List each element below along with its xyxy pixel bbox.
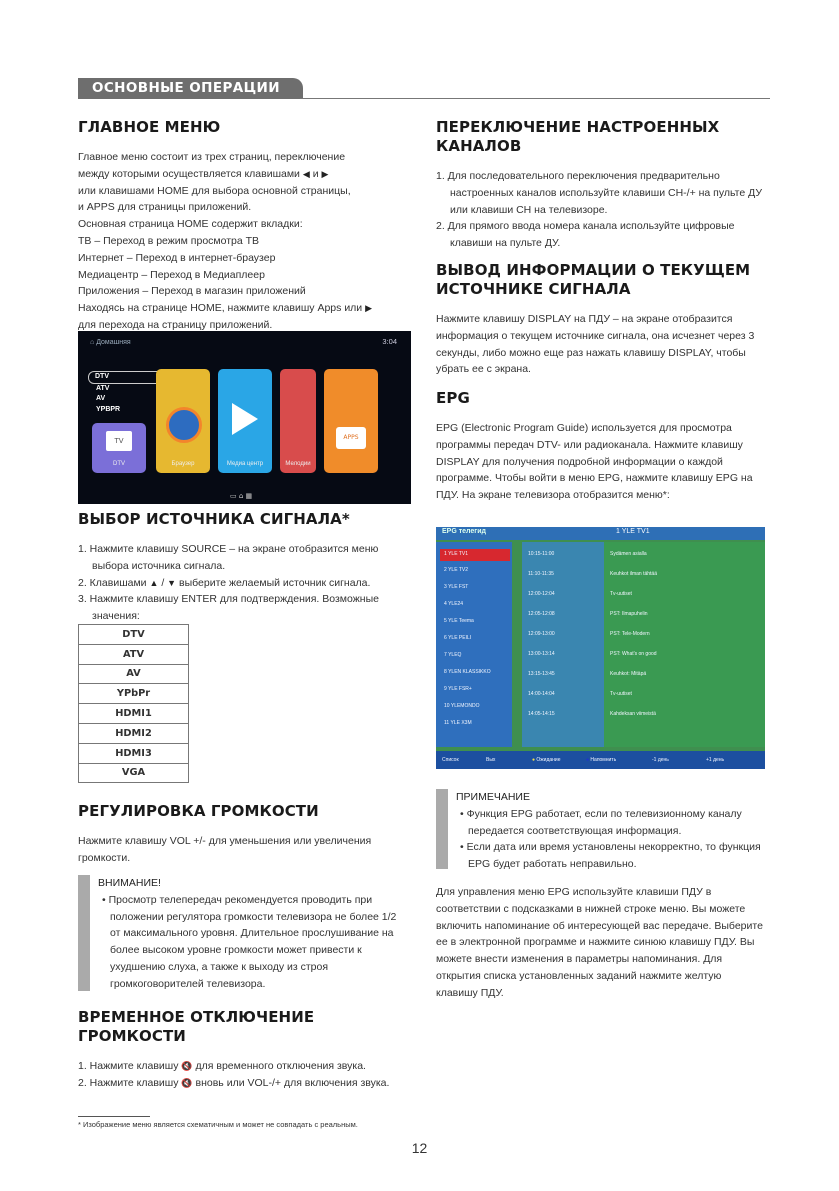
tv-tile-music: Мелодии <box>280 369 316 473</box>
table-cell: ATV <box>79 644 189 664</box>
epg-screen-title: EPG телегид <box>442 528 486 535</box>
arrow-up-icon: ▲ <box>149 577 159 588</box>
tv-source-item: YPBPR <box>96 405 121 413</box>
epg-program: Keuhkot ilman tähtää <box>610 571 657 577</box>
tv-source-item: AV <box>96 395 106 402</box>
main-menu-section <box>78 118 408 334</box>
source-select-heading: ВЫБОР ИСТОЧНИКА СИГНАЛА* <box>78 510 350 528</box>
table-row <box>79 684 189 704</box>
arrow-left-icon: ◀ <box>302 168 310 179</box>
footnote: * Изображение меню является схематичным и может не совпадать с реальным. <box>78 1120 358 1129</box>
note-item: • Если дата или время установлены некорректно, то функция EPG будет работать неправильно. <box>460 841 761 871</box>
epg-channel: 2 YLE TV2 <box>444 567 468 573</box>
table-row <box>79 664 189 684</box>
tv-home-header: ⌂ Домашняя <box>90 339 131 346</box>
volume-section <box>78 802 408 867</box>
tv-tile-media: Медиа центр <box>218 369 272 473</box>
epg-topbar <box>436 527 765 540</box>
epg-program: PST: Tele-Modern <box>610 631 650 637</box>
info-text: Нажмите клавишу DISPLAY на ПДУ – на экране отобразится информация о текущем источнике сигнала, она исчезнет через 3 секунды, либо можно еще раз нажать клавишу DISPLAY, чтобы убрать ее с экрана. <box>436 313 755 376</box>
tv-source-item: DTV <box>88 371 166 384</box>
epg-program: Tv-uutiset <box>610 691 632 697</box>
epg-channel: 1 YLE TV1 <box>444 551 468 557</box>
arrow-down-icon: ▼ <box>167 577 177 588</box>
epg-hint: Вых <box>486 757 496 763</box>
tv-clock: 3:04 <box>382 337 397 346</box>
note-bar <box>436 789 448 869</box>
epg-heading: EPG <box>436 389 470 407</box>
warning-box <box>78 875 408 991</box>
epg-program: PST: Ilmapuhelin <box>610 611 648 617</box>
epg-channel-title: 1 YLE TV1 <box>616 528 650 535</box>
epg-time: 14:05-14:15 <box>528 711 555 717</box>
paragraph-line: между которыми осуществляется клавишами ◀ и ▶ <box>78 167 329 180</box>
epg-channel: 11 YLE X3M <box>444 720 472 726</box>
paragraph-line: Интернет – Переход в интернет-браузер <box>78 251 276 264</box>
info-section <box>436 261 766 378</box>
epg-controls-text: Для управления меню EPG используйте клавиши ПДУ в соответствии с подсказками в нижней строке меню. Вы можете включить напоминание об интересующей вас передаче. Выберите ее в электронной программе и нажмите синюю клавишу ПДУ. Вы можете внести изменения в параметры напоминания. Для открытия списка установленных заданий нажмите желтую клавишу ПДУ. <box>436 886 763 999</box>
divider <box>300 98 770 99</box>
note-item: • Функция EPG работает, если по телевизионному каналу передается соответствующая информация. <box>460 807 742 837</box>
note-bar <box>78 875 90 991</box>
section-title: ОСНОВНЫЕ ОПЕРАЦИИ <box>78 78 303 99</box>
epg-channel: 3 YLE FST <box>444 584 469 590</box>
info-heading: ВЫВОД ИНФОРМАЦИИ О ТЕКУЩЕМ ИСТОЧНИКЕ СИГНАЛА <box>436 261 751 298</box>
channel-switch-section <box>436 118 766 252</box>
table-cell: HDMI1 <box>79 704 189 724</box>
mute-heading: ВРЕМЕННОЕ ОТКЛЮЧЕНИЕ ГРОМКОСТИ <box>78 1008 315 1045</box>
epg-time: 12:00-12:04 <box>528 591 555 597</box>
tv-icon: TV <box>106 431 132 451</box>
source-select-steps <box>78 541 408 625</box>
epg-hint: +1 день <box>706 757 725 763</box>
table-row <box>79 644 189 664</box>
list-item: 1. Для последовательного переключения предварительно настроенных каналов используйте клавиши CH-/+ на пульте ДУ или клавиши CH на телевизоре. <box>436 170 763 216</box>
paragraph-line: Медиацентр – Переход в Медиаплеер <box>78 268 265 281</box>
epg-hint-yellow: ● Ожидание <box>532 757 561 763</box>
list-item: 2. Для прямого ввода номера канала используйте цифровые клавиши на пульте ДУ. <box>436 220 735 250</box>
table-row <box>79 763 189 783</box>
arrow-right-icon: ▶ <box>365 303 373 314</box>
epg-section <box>436 389 766 504</box>
tv-tile-dtv: TV DTV <box>92 423 146 473</box>
epg-time: 12:05-12:08 <box>528 611 555 617</box>
table-cell: HDMI3 <box>79 743 189 763</box>
source-table <box>78 624 189 783</box>
epg-hint: -1 день <box>652 757 669 763</box>
epg-program: PST: What's on good <box>610 651 657 657</box>
apps-icon: APPS <box>336 427 366 449</box>
volume-heading: РЕГУЛИРОВКА ГРОМКОСТИ <box>78 802 319 820</box>
tv-source-list <box>88 371 166 415</box>
epg-time: 12:09-13:00 <box>528 631 555 637</box>
play-icon <box>232 403 258 435</box>
epg-time: 13:00-13:14 <box>528 651 555 657</box>
epg-time: 14:00-14:04 <box>528 691 555 697</box>
warning-title: ВНИМАНИЕ! <box>98 877 161 889</box>
table-cell: VGA <box>79 763 189 783</box>
globe-icon <box>166 407 202 443</box>
paragraph-line: ТВ – Переход в режим просмотра ТВ <box>78 234 260 247</box>
epg-program: Tv-uutiset <box>610 591 632 597</box>
tv-footer-icons: ▭ ⌂ ▦ <box>230 492 253 500</box>
table-cell: DTV <box>79 625 189 645</box>
source-select-section <box>78 510 408 625</box>
epg-channel: 4 YLE24 <box>444 601 464 607</box>
volume-text: Нажмите клавишу VOL +/- для уменьшения или увеличения громкости. <box>78 835 372 864</box>
epg-hint-blue: ● Напомнить <box>586 757 617 763</box>
epg-channel: 9 YLE FSR+ <box>444 686 472 692</box>
table-row <box>79 704 189 724</box>
epg-channel: 10 YLEMONDO <box>444 703 480 709</box>
paragraph-line: и APPS для страницы приложений. <box>78 201 252 214</box>
note-title: ПРИМЕЧАНИЕ <box>456 791 530 803</box>
main-menu-heading: ГЛАВНОЕ МЕНЮ <box>78 118 221 136</box>
epg-time: 10:15-11:00 <box>528 551 555 557</box>
tv-tile-apps <box>324 369 378 473</box>
epg-controls-section <box>436 884 766 1002</box>
mute-icon: 🔇 <box>181 1061 193 1071</box>
mute-icon: 🔇 <box>181 1077 193 1088</box>
paragraph-line: Главное меню состоит из трех страниц, переключение <box>78 151 346 163</box>
epg-channel: 7 YLEQ <box>444 652 462 658</box>
epg-time: 11:10-11:35 <box>528 571 554 577</box>
epg-hint-bar <box>436 751 765 769</box>
table-cell: HDMI2 <box>79 723 189 743</box>
paragraph-line: или клавишами HOME для выбора основной страницы, <box>78 184 351 197</box>
paragraph-line: Находясь на странице HOME, нажмите клавишу Apps или ▶ <box>78 302 373 315</box>
tv-source-item: ATV <box>96 384 110 392</box>
table-row <box>79 723 189 743</box>
epg-channel: 5 YLE Teema <box>444 618 474 624</box>
table-row <box>79 625 189 645</box>
epg-screen-image <box>436 527 765 769</box>
epg-text: EPG (Electronic Program Guide) используется для просмотра программы передач DTV- или радиоканала. Нажмите клавишу DISPLAY для получения подробной информации о каждой программе. Чтобы войти в меню EPG, нажмите клавишу EPG на ПДУ. На экране телевизора отобразится меню*: <box>436 422 753 502</box>
epg-program: Keuhkot: Mitäpä <box>610 671 647 677</box>
epg-channel: 6 YLE PEILI <box>444 635 472 641</box>
page-number: 12 <box>411 1140 428 1156</box>
epg-program: Kahdeksan viimeistä <box>610 711 656 717</box>
paragraph-line: для перехода на страницу приложений. <box>78 318 273 331</box>
mute-section <box>78 1008 408 1092</box>
arrow-right-icon: ▶ <box>321 168 329 179</box>
footnote-divider <box>78 1116 150 1117</box>
paragraph-line: Основная страница HOME содержит вкладки: <box>78 218 303 231</box>
table-row <box>79 743 189 763</box>
tv-home-screen-image <box>78 331 411 504</box>
epg-channel: 8 YLEN KLASSIKKO <box>444 669 491 675</box>
tv-tile-browser: Браузер <box>156 369 210 473</box>
table-cell: YPbPr <box>79 684 189 704</box>
list-item: 2. Нажмите клавишу 🔇 вновь или VOL-/+ для включения звука. <box>78 1076 390 1089</box>
epg-program: Sydämen asialla <box>610 551 647 557</box>
list-item: 1. Нажмите клавишу SOURCE – на экране отобразится меню выбора источника сигнала. <box>78 543 379 572</box>
list-item: 2. Клавишами ▲ / ▼ выберите желаемый источник сигнала. <box>78 576 371 589</box>
channel-switch-heading: ПЕРЕКЛЮЧЕНИЕ НАСТРОЕННЫХ КАНАЛОВ <box>436 118 720 155</box>
epg-hint: Список <box>442 757 459 763</box>
epg-note-box <box>436 789 770 869</box>
epg-time: 13:15-13:45 <box>528 671 555 677</box>
paragraph-line: Приложения – Переход в магазин приложений <box>78 285 306 298</box>
warning-text: • Просмотр телепередач рекомендуется проводить при положении регулятора громкости телевизора не более 1/2 от максимального уровня. Длительное прослушивание на более высоком уровне громкости может привести к ухудшению слуха, а также к выходу из строя громкоговорителей телевизора. <box>102 893 397 990</box>
list-item: 3. Нажмите клавишу ENTER для подтверждения. Возможные значения: <box>78 593 379 623</box>
list-item: 1. Нажмите клавишу 🔇 для временного отключения звука. <box>78 1060 366 1072</box>
table-cell: AV <box>79 664 189 684</box>
